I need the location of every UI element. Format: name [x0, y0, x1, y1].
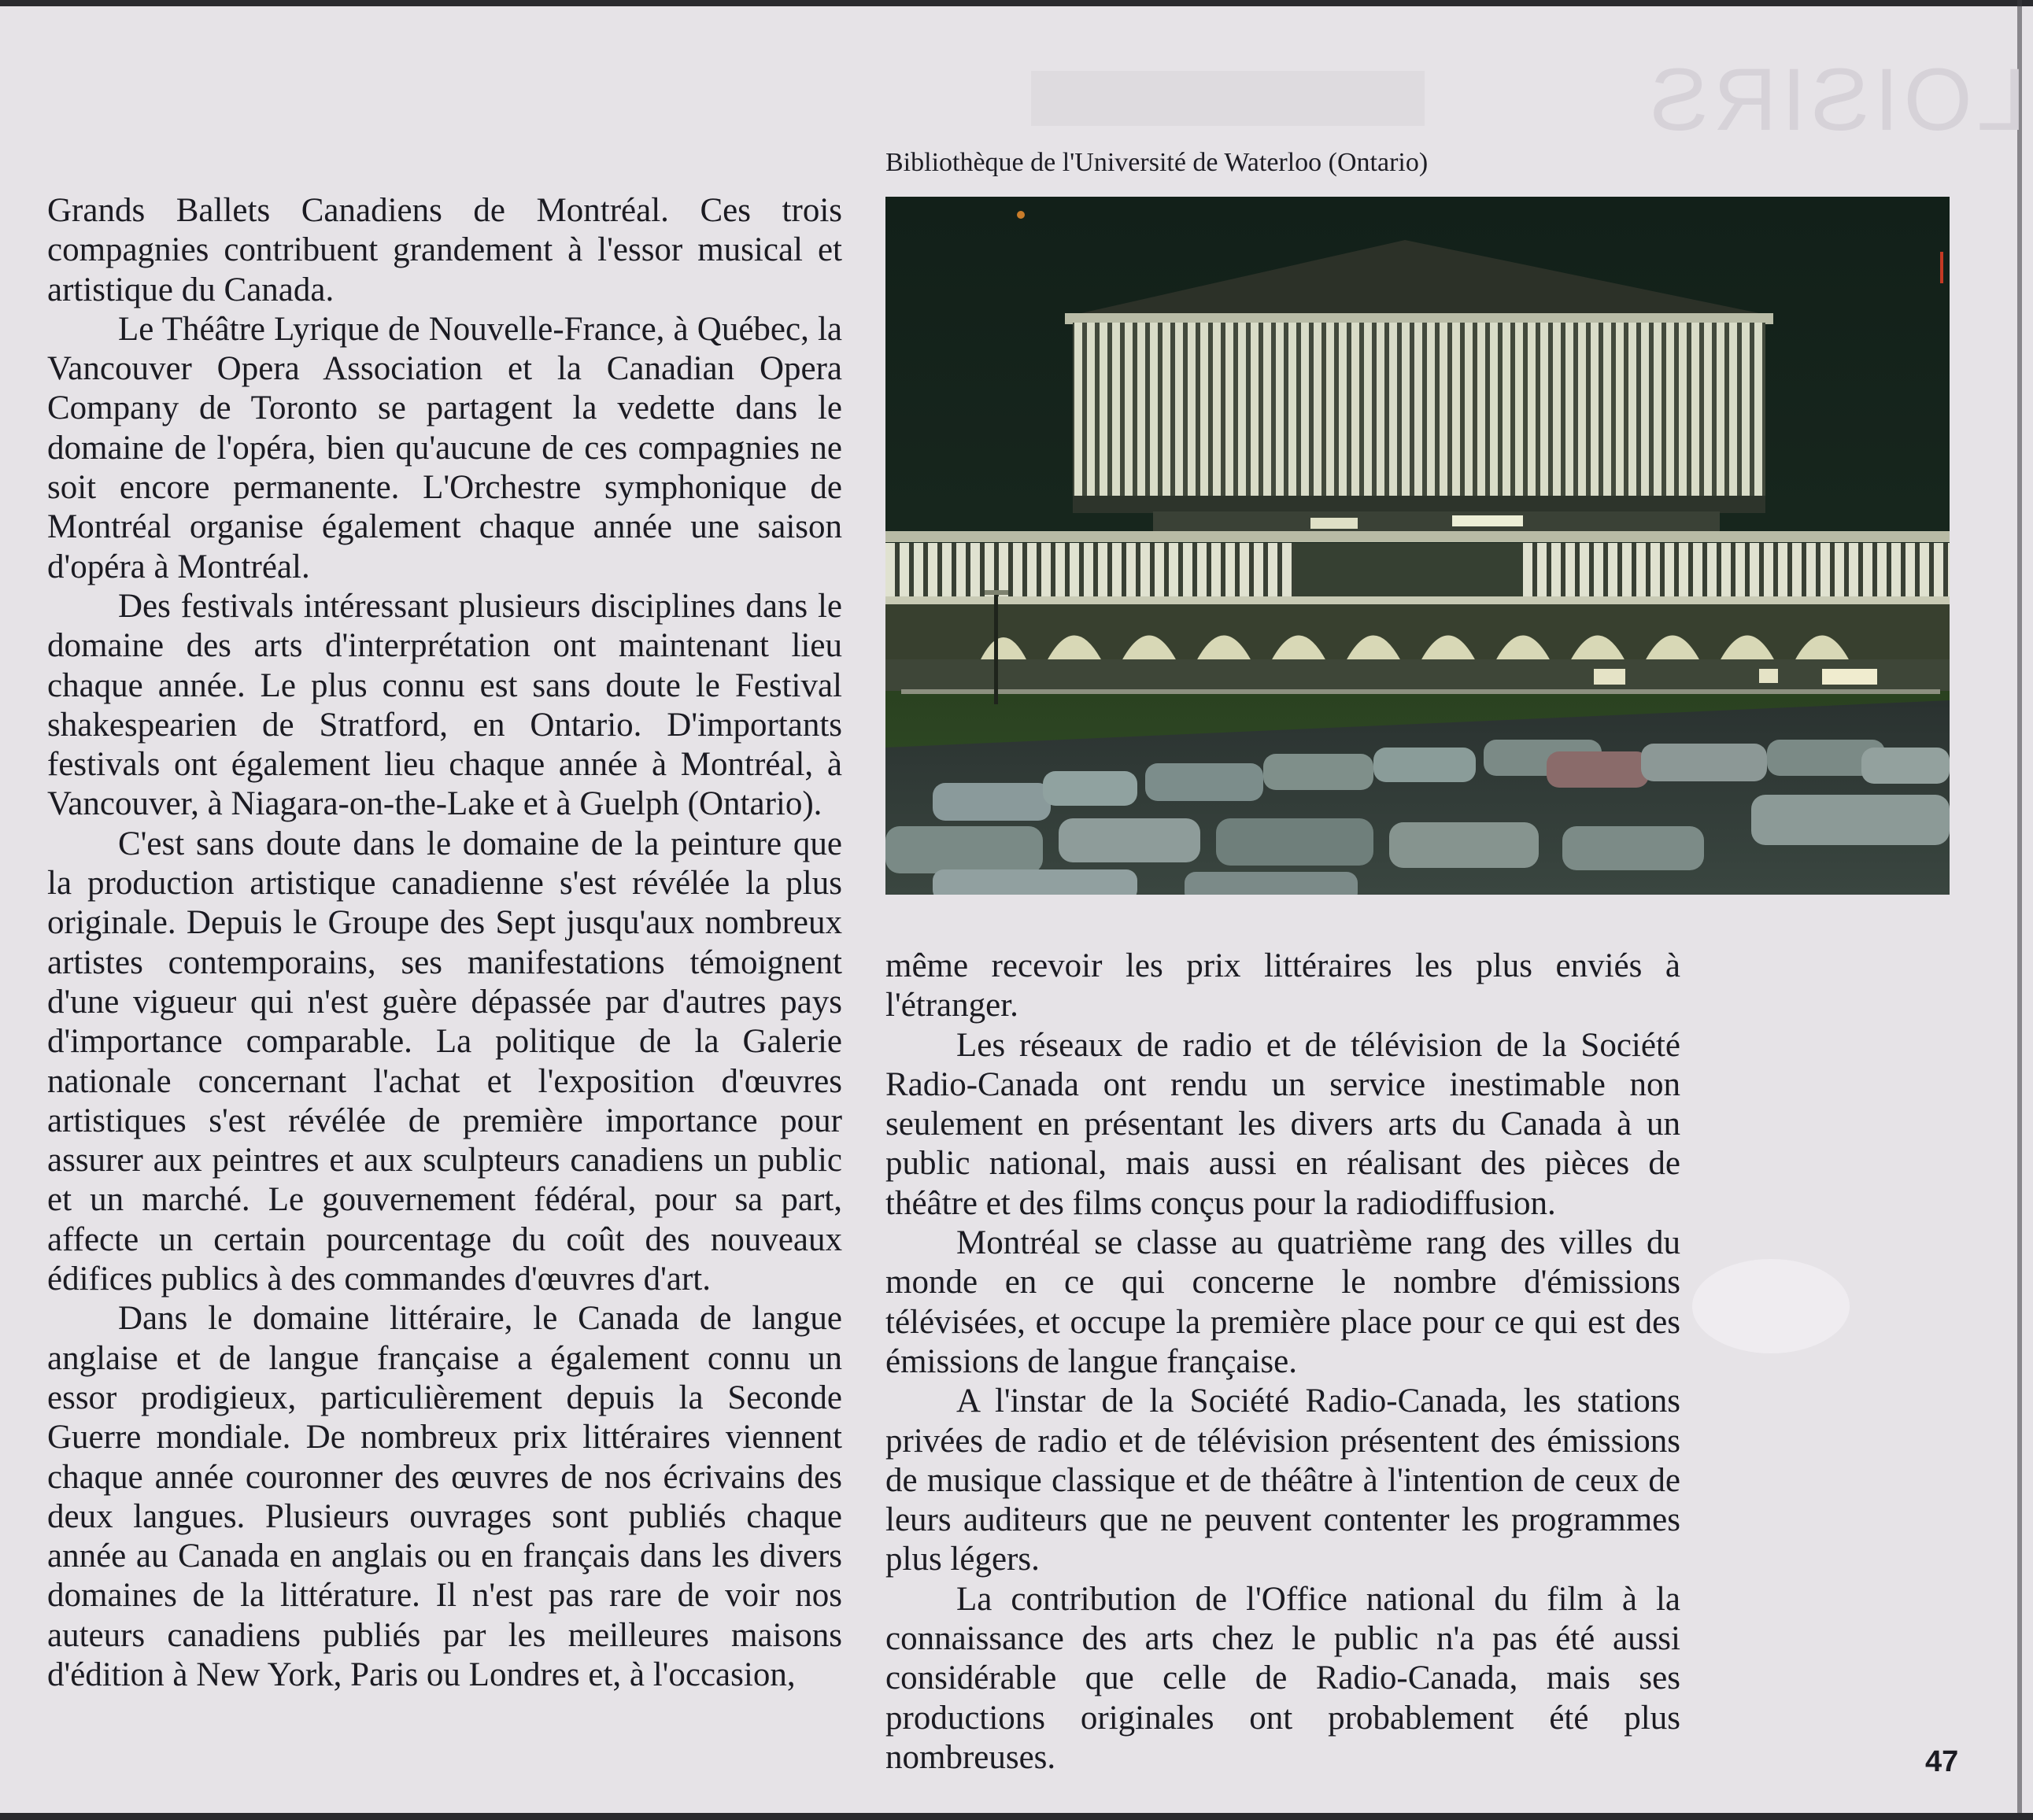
right-border — [2017, 0, 2022, 1820]
page-number: 47 — [1925, 1745, 1959, 1778]
paragraph: C'est sans doute dans le domaine de la peinture que la production artistique canadienne s'est révélée la plus originale. Depuis le Groupe des Sept jusqu'aux nombreux artistes contemporains, ses manifestations témoignent d'une vigueur qui n'est guère dépassée par d'autres pays d'importance comparable. La politique de la Galerie nationale concernant l'achat et l'exposition d'œuvres artistiques s'est révélée de première importance pour assurer aux peintres et aux sculpteurs canadiens un public et un marché. Le gouvernement fédéral, pour sa part, affecte un certain pourcentage du coût des nouveaux édifices publics à des commandes d'œuvres d'art. — [47, 825, 842, 1298]
paragraph: Les réseaux de radio et de télévision de la Société Radio-Canada ont rendu un service inestimable non seulement en présentant les divers arts du Canada à un public national, mais aussi en réalisant des pièces de théâtre et des films conçus pour la radiodiffusion. — [885, 1026, 1680, 1222]
right-column — [885, 947, 1680, 1778]
left-column — [47, 191, 842, 1695]
paper-smudge — [1692, 1259, 1850, 1353]
paragraph: même recevoir les prix littéraires les plus enviés à l'étranger. — [885, 947, 1680, 1024]
paragraph: Le Théâtre Lyrique de Nouvelle-France, à Québec, la Vancouver Opera Association et la Canadian Opera Company de Toronto se partagent la vedette dans le domaine de l'opéra, bien qu'aucune de ces compagnies ne soit encore permanente. L'Orchestre symphonique de Montréal organise également chaque année une saison d'opéra à Montréal. — [47, 310, 842, 585]
bottom-border — [0, 1813, 2033, 1820]
paragraph: Dans le domaine littéraire, le Canada de langue anglaise et de langue française a également connu un essor prodigieux, particulièrement depuis la Seconde Guerre mondiale. De nombreux prix littéraires viennent chaque année couronner des œuvres de nos écrivains des deux langues. Plusieurs ouvrages sont publiés chaque année au Canada en anglais ou en français dans les divers domaines de la littérature. Il n'est pas rare de voir nos auteurs canadiens publiés par les meilleures maisons d'édition à New York, Paris ou Londres et, à l'occasion, — [47, 1300, 842, 1693]
top-border — [0, 0, 2033, 6]
figure-caption: Bibliothèque de l'Université de Waterloo (Ontario) — [885, 148, 1429, 177]
show-through-block — [1031, 71, 1425, 126]
paragraph: Montréal se classe au quatrième rang des villes du monde en ce qui concerne le nombre d'émissions télévisées, et occupe la première place pour ce qui est des émissions de langue française. — [885, 1224, 1680, 1380]
paragraph: A l'instar de la Société Radio-Canada, les stations privées de radio et de télévision présentent des émissions de musique classique et de théâtre à l'intention de ceux de leurs auditeurs que ne peuvent contenter les programmes plus légers. — [885, 1383, 1680, 1578]
library-photo — [885, 197, 1950, 895]
show-through-title: LOISIRS — [1645, 50, 2026, 149]
paragraph: Grands Ballets Canadiens de Montréal. Ces trois compagnies contribuent grandement à l'essor musical et artistique du Canada. — [47, 192, 842, 308]
paragraph: La contribution de l'Office national du film à la connaissance des arts chez le public n'a pas été aussi considérable que celle de Radio-Canada, mais ses productions originales ont probablement été plus nombreuses. — [885, 1580, 1680, 1776]
paragraph: Des festivals intéressant plusieurs disciplines dans le domaine des arts d'interprétation ont maintenant lieu chaque année. Le plus connu est sans doute le Festival shakespearien de Stratford, en Ontario. D'importants festivals ont également lieu chaque année à Montréal, à Vancouver, à Niagara-on-the-Lake et à Guelph (Ontario). — [47, 587, 842, 823]
